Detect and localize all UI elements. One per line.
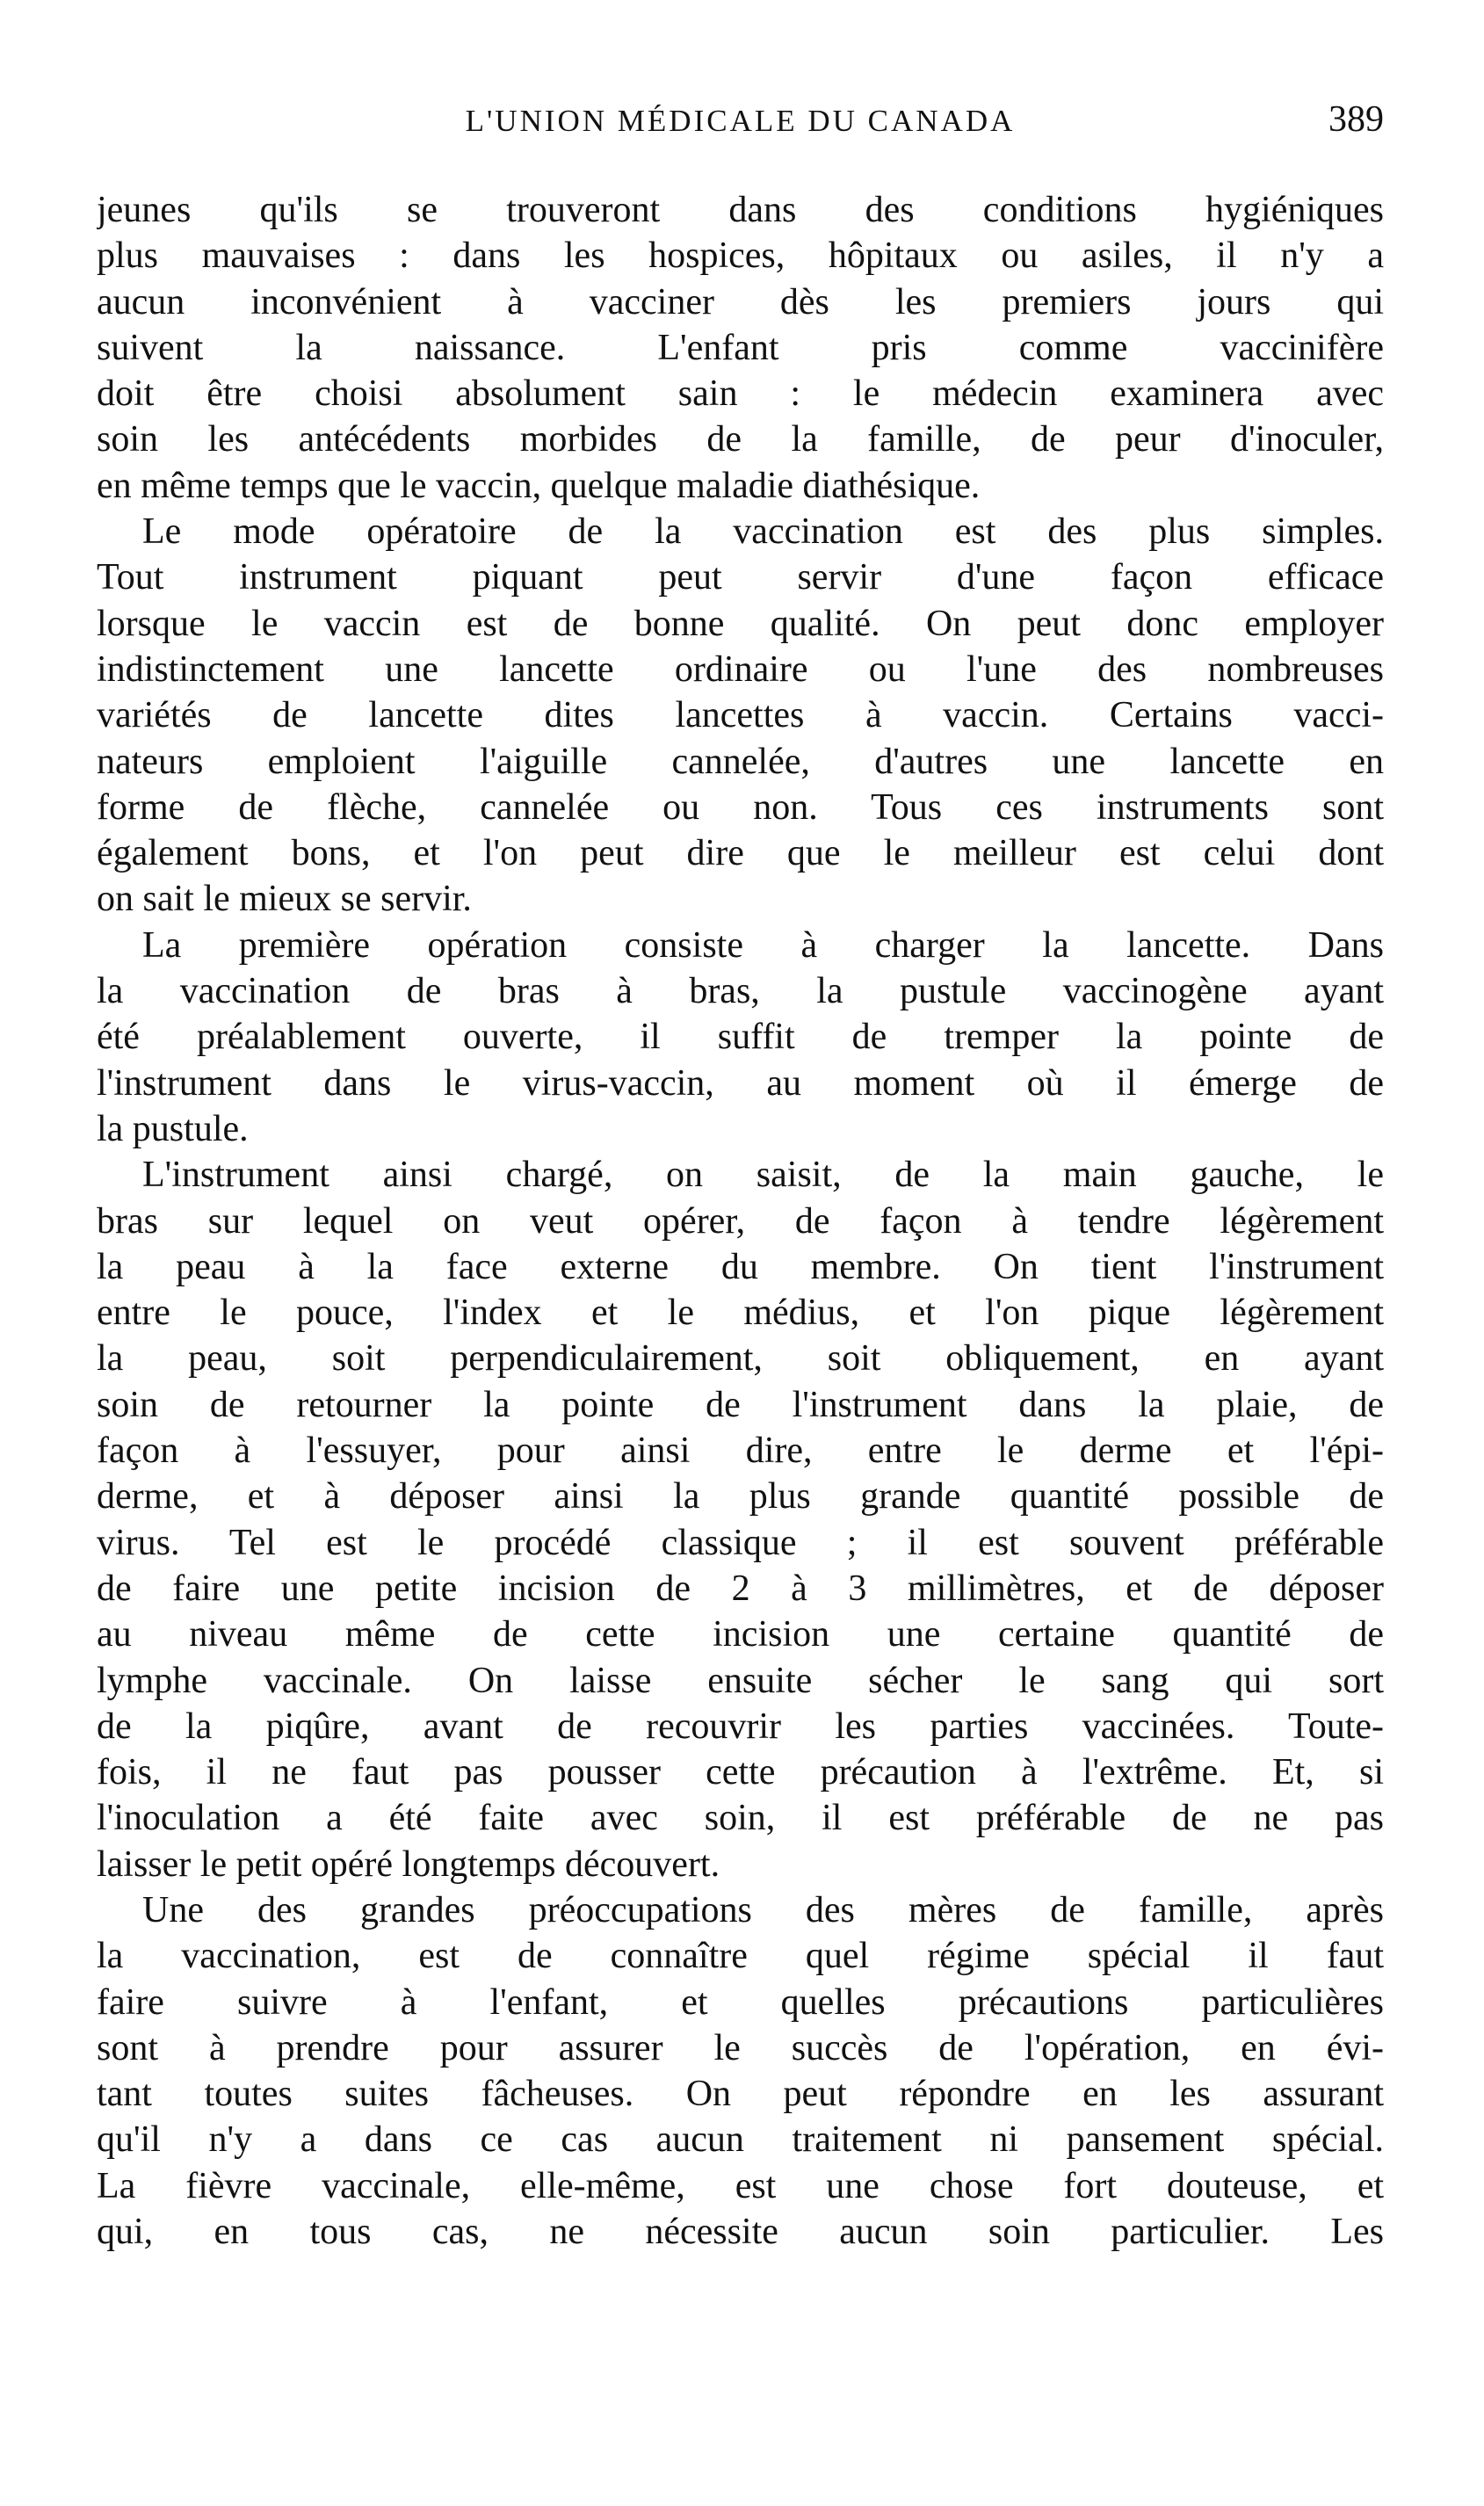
text-line: soin les antécédents morbides de la famille, de peur d'inoculer, (97, 419, 1384, 460)
text-line: la vaccination, est de connaître quel régime spécial il faut (97, 1936, 1384, 1977)
text-line: façon à l'essuyer, pour ainsi dire, entre le derme et l'épi- (97, 1430, 1384, 1472)
text-line: bras sur lequel on veut opérer, de façon à tendre légèrement (97, 1200, 1384, 1242)
text-line: forme de flèche, cannelée ou non. Tous ces instruments sont (97, 786, 1384, 828)
text-line: La fièvre vaccinale, elle-même, est une chose fort douteuse, et (97, 2165, 1384, 2206)
text-line: également bons, et l'on peut dire que le meilleur est celui dont (97, 833, 1384, 874)
page-number: 389 (1328, 99, 1384, 140)
text-line: Tout instrument piquant peut servir d'une façon efficace (97, 557, 1384, 598)
text-line: indistinctement une lancette ordinaire ou l'une des nombreuses (97, 648, 1384, 690)
text-line: nateurs emploient l'aiguille cannelée, d'autres une lancette en (97, 741, 1384, 782)
running-title: L'UNION MÉDICALE DU CANADA (465, 104, 1016, 138)
text-line: lorsque le vaccin est de bonne qualité. On peut donc employer (97, 603, 1384, 644)
text-line: doit être choisi absolument sain : le médecin examinera avec (97, 373, 1384, 415)
text-line: au niveau même de cette incision une certaine quantité de (97, 1614, 1384, 1655)
paragraph-start-line: Une des grandes préoccupations des mères de famille, après (142, 1889, 1384, 1930)
text-line: on sait le mieux se servir. (97, 879, 472, 920)
paragraph-start-line: La première opération consiste à charger la lancette. Dans (142, 924, 1384, 966)
text-line: tant toutes suites fâcheuses. On peut répondre en les assurant (97, 2074, 1384, 2115)
text-line: lymphe vaccinale. On laisse ensuite sécher le sang qui sort (97, 1660, 1384, 1701)
text-line: la pustule. (97, 1108, 249, 1149)
paragraph-start-line: L'instrument ainsi chargé, on saisit, de la main gauche, le (142, 1155, 1384, 1196)
text-line: suivent la naissance. L'enfant pris comme vaccinifère (97, 327, 1384, 368)
text-line: de la piqûre, avant de recouvrir les parties vaccinées. Toute- (97, 1706, 1384, 1747)
text-line: fois, il ne faut pas pousser cette précaution à l'extrême. Et, si (97, 1752, 1384, 1793)
body-text (97, 187, 1384, 2255)
text-line: derme, et à déposer ainsi la plus grande quantité possible de (97, 1476, 1384, 1517)
text-line: aucun inconvénient à vacciner dès les premiers jours qui (97, 281, 1384, 322)
text-line: entre le pouce, l'index et le médius, et l'on pique légèrement (97, 1293, 1384, 1334)
text-line: qu'il n'y a dans ce cas aucun traitement ni pansement spécial. (97, 2119, 1384, 2161)
text-line: variétés de lancette dites lancettes à vaccin. Certains vacci- (97, 695, 1384, 736)
text-line: l'instrument dans le virus-vaccin, au moment où il émerge de (97, 1062, 1384, 1104)
page-header (97, 98, 1384, 151)
text-line: qui, en tous cas, ne nécessite aucun soin particulier. Les (97, 2212, 1384, 2253)
text-line: virus. Tel est le procédé classique ; il est souvent préférable (97, 1522, 1384, 1563)
text-line: soin de retourner la pointe de l'instrument dans la plaie, de (97, 1384, 1384, 1425)
text-line: de faire une petite incision de 2 à 3 millimètres, et de déposer (97, 1568, 1384, 1609)
text-line: en même temps que le vaccin, quelque maladie diathésique. (97, 465, 981, 506)
text-line: été préalablement ouverte, il suffit de tremper la pointe de (97, 1017, 1384, 1058)
text-line: jeunes qu'ils se trouveront dans des conditions hygiéniques (97, 190, 1384, 230)
paragraph-start-line: Le mode opératoire de la vaccination est des plus simples. (142, 511, 1384, 553)
text-line: plus mauvaises : dans les hospices, hôpitaux ou asiles, il n'y a (97, 235, 1384, 277)
text-line: laisser le petit opéré longtemps découvert. (97, 1843, 720, 1885)
text-line: sont à prendre pour assurer le succès de l'opération, en évi- (97, 2027, 1384, 2068)
text-line: la peau, soit perpendiculairement, soit obliquement, en ayant (97, 1338, 1384, 1380)
text-line: faire suivre à l'enfant, et quelles précautions particulières (97, 1981, 1384, 2023)
text-line: la vaccination de bras à bras, la pustule vaccinogène ayant (97, 971, 1384, 1012)
text-line: la peau à la face externe du membre. On tient l'instrument (97, 1246, 1384, 1287)
text-line: l'inoculation a été faite avec soin, il est préférable de ne pas (97, 1798, 1384, 1839)
